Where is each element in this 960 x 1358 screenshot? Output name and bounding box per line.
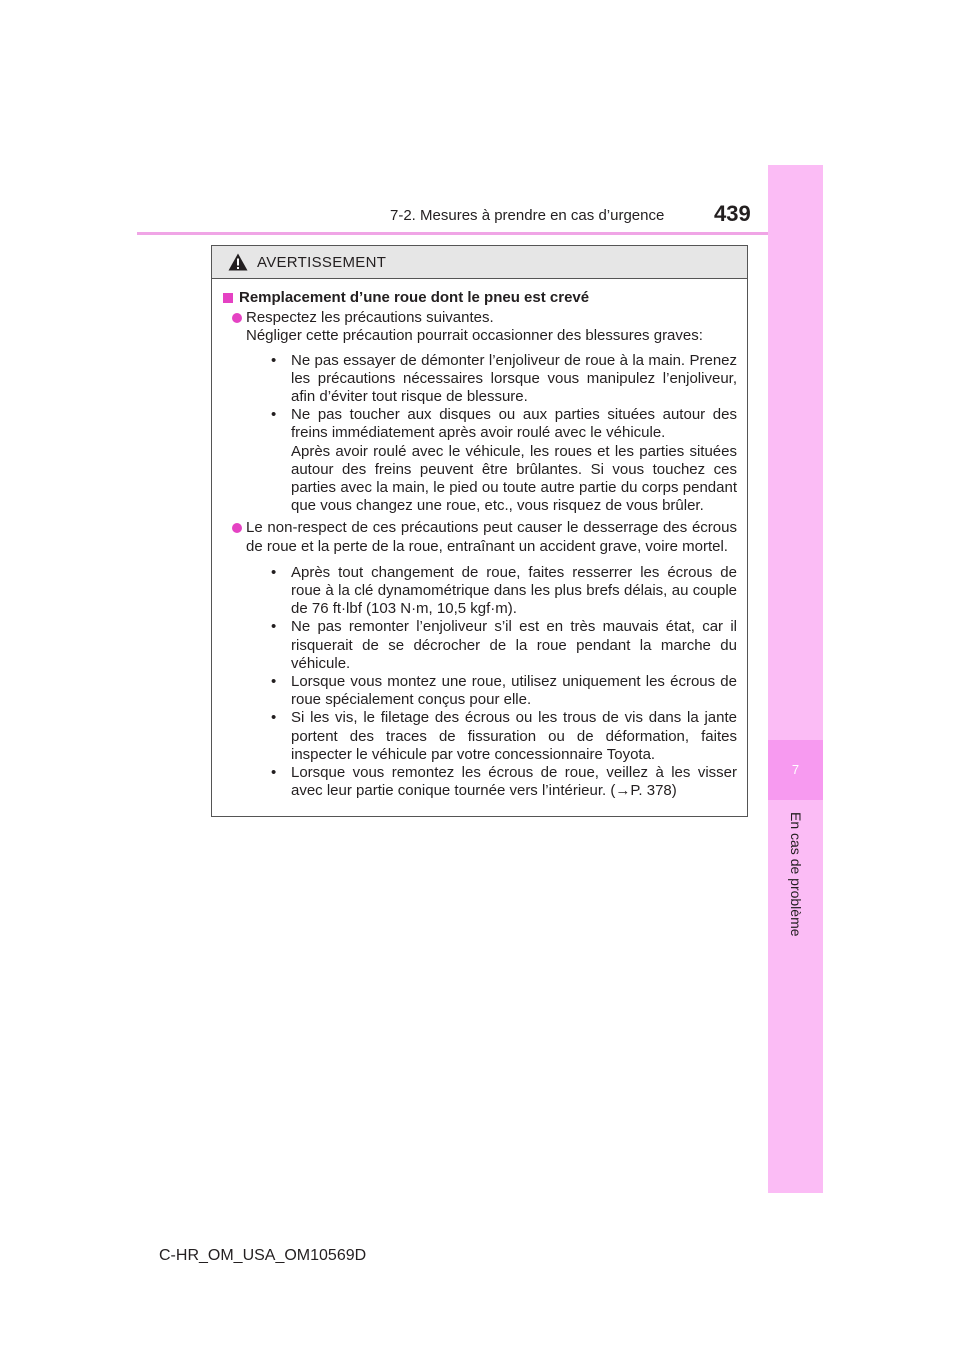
document-code: C-HR_OM_USA_OM10569D (159, 1247, 367, 1264)
circle-bullet-icon (232, 313, 242, 323)
warning-triangle-icon (228, 253, 248, 271)
bullet-subtext: Après avoir roulé avec le véhicule, les roues et les parties situées autour des freins peuvent être brûlantes. Si vous touchez ces parties avec la main, le pied ou toute autre partie du corps pendant que vous changez une roue, etc., vous risquez de vous brûler. (291, 442, 737, 515)
precaution-item (222, 519, 737, 800)
precaution-text: Le non-respect de ces précautions peut causer le desserrage des écrous de roue et la perte de la roue, entraînant un accident grave, voire mortel. (246, 519, 737, 555)
precaution-bullets (246, 564, 737, 801)
precaution-text: Négliger cette précaution pourrait occasionner des blessures graves: (246, 327, 703, 345)
warning-content (212, 279, 747, 800)
bullet-item: • Ne pas toucher aux disques ou aux parties situées autour des freins immédiatement après avoir roulé avec le véhicule. Après avoir roulé avec le véhicule, les roues et les parties situées autour des freins peuvent être brûlantes. Si vous touchez ces parties avec la main, le pied ou toute autre partie du corps pendant que vous changez une roue, etc., vous risquez de vous brûler. (266, 406, 737, 515)
warning-header (212, 246, 747, 279)
chapter-number-tab[interactable]: 7 (768, 740, 823, 800)
bullet-item: • Ne pas remonter l’enjoliveur s’il est en très mauvais état, car il risquerait de se décrocher de la roue pendant la marche du véhicule. (266, 618, 737, 673)
bullet-item: • Après tout changement de roue, faites resserrer les écrous de roue à la clé dynamométrique dans les plus brefs délais, au couple de 76 ft·lbf (103 N·m, 10,5 kgf·m). (266, 564, 737, 619)
bullet-item: • Lorsque vous montez une roue, utilisez uniquement les écrous de roue spécialement conçus pour elle. (266, 673, 737, 709)
circle-bullet-icon (232, 523, 242, 533)
bullet-item: • Ne pas essayer de démonter l’enjoliveur de roue à la main. Prenez les précautions nécessaires lorsque vous manipulez l’enjoliveur, afin d’éviter tout risque de blessure. (266, 352, 737, 407)
square-bullet-icon (223, 293, 233, 303)
precaution-item (222, 309, 737, 515)
section-title: 7-2. Mesures à prendre en cas d’urgence (390, 207, 665, 224)
warning-box (211, 245, 748, 817)
precaution-bullets (246, 352, 737, 516)
chapter-side-tab (768, 165, 823, 1193)
warning-heading (222, 289, 737, 307)
warning-heading-text: Remplacement d’une roue dont le pneu est crevé (239, 289, 590, 306)
bullet-item: • Si les vis, le filetage des écrous ou les trous de vis dans la jante portent des traces de fissuration ou de déformation, faites inspecter le véhicule par votre concessionnaire Toyota. (266, 709, 737, 764)
chapter-label: En cas de problème (788, 812, 804, 937)
page-number: 439 (714, 201, 751, 226)
bullet-item[interactable]: • Lorsque vous remontez les écrous de roue, veillez à les visser avec leur partie conique tournée vers l’intérieur. (→P. 378) (266, 764, 737, 800)
precaution-text: Respectez les précautions suivantes. (246, 309, 494, 327)
warning-title: AVERTISSEMENT (257, 253, 387, 271)
header-rule (137, 232, 823, 235)
